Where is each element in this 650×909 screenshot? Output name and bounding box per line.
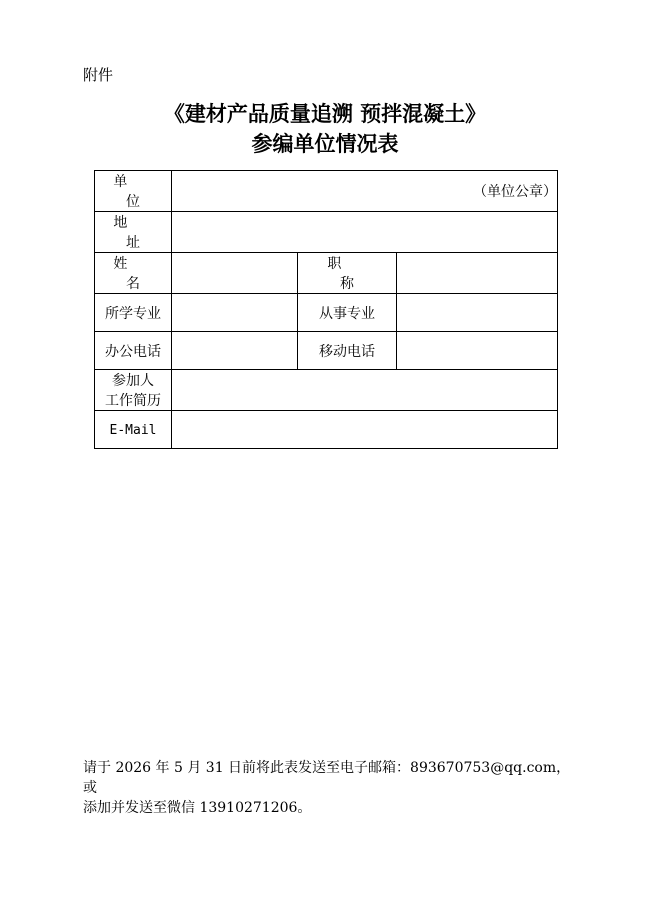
email-label-cell — [95, 411, 172, 449]
office-phone-value-cell[interactable] — [172, 332, 298, 370]
address-label-cell — [95, 212, 172, 253]
unit-row — [95, 171, 558, 212]
major-row — [95, 294, 558, 332]
address-value-cell[interactable] — [172, 212, 558, 253]
name-value-cell[interactable] — [172, 253, 298, 294]
work-field-label: 从事专业 — [319, 305, 375, 322]
name-row — [95, 253, 558, 294]
instructions-line1: 请于 2026 年 5 月 31 日前将此表发送至电子邮箱：893670753@qq.com，或 — [83, 760, 571, 796]
mobile-phone-label-cell — [298, 332, 397, 370]
resume-row — [95, 370, 558, 411]
office-phone-label: 办公电话 — [105, 343, 161, 360]
title-label-cell — [298, 253, 397, 294]
address-label: 地 址 — [113, 215, 166, 251]
name-label: 姓 名 — [113, 256, 166, 292]
participant-info-table — [94, 170, 558, 449]
title-label: 职 称 — [327, 256, 380, 292]
resume-label-line2: 工作简历 — [105, 393, 161, 409]
submission-instructions — [83, 758, 583, 818]
attachment-label: 附件 — [83, 66, 114, 84]
office-phone-label-cell — [95, 332, 172, 370]
unit-label-cell — [95, 171, 172, 212]
phone-row — [95, 332, 558, 370]
mobile-phone-value-cell[interactable] — [397, 332, 558, 370]
email-label: E-Mail — [109, 422, 157, 438]
resume-label-line1: 参加人 — [112, 373, 154, 389]
major-label-cell — [95, 294, 172, 332]
major-value-cell[interactable] — [172, 294, 298, 332]
work-field-value-cell[interactable] — [397, 294, 558, 332]
unit-label: 单 位 — [113, 174, 166, 210]
work-field-label-cell — [298, 294, 397, 332]
email-value-cell[interactable] — [172, 411, 558, 449]
title-value-cell[interactable] — [397, 253, 558, 294]
major-label: 所学专业 — [105, 305, 161, 322]
name-label-cell — [95, 253, 172, 294]
form-subtitle: 参编单位情况表 — [251, 132, 399, 156]
unit-seal-note: （单位公章） — [473, 184, 558, 200]
resume-value-cell[interactable] — [172, 370, 558, 411]
resume-label-cell — [95, 370, 172, 411]
instructions-line2: 添加并发送至微信 13910271206。 — [83, 800, 312, 816]
unit-value-cell[interactable] — [172, 171, 558, 212]
address-row — [95, 212, 558, 253]
form-title: 《建材产品质量追溯 预拌混凝土》 — [163, 102, 487, 126]
email-row — [95, 411, 558, 449]
mobile-phone-label: 移动电话 — [319, 343, 375, 360]
